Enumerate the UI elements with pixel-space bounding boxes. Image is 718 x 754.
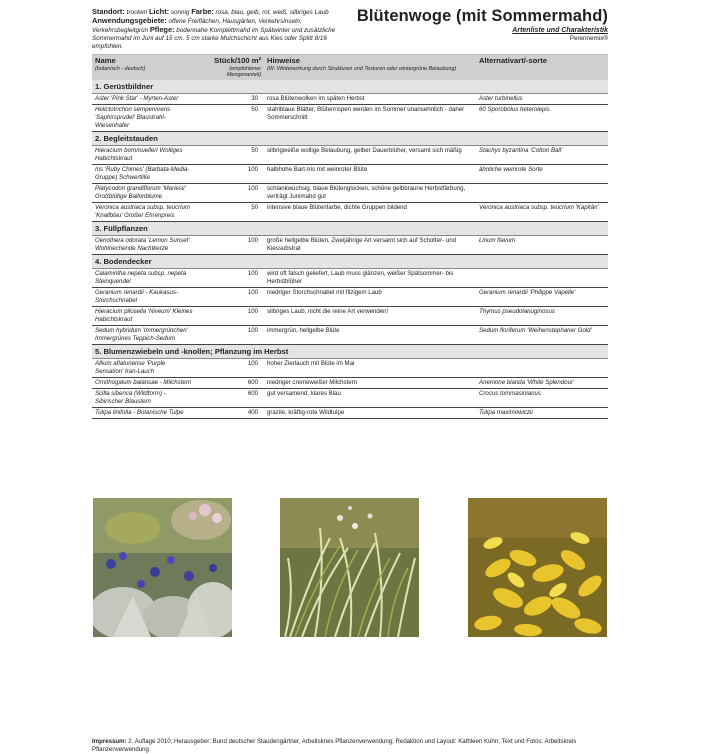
section-header-row bbox=[92, 344, 608, 359]
section-title: 4. Bodendecker bbox=[92, 254, 608, 269]
plant-name: Helictotrichon sempervirens 'Saphirsprudel' Blaustrahl-Wiesenhafer bbox=[92, 105, 197, 132]
header-name: Name (botanisch - deutsch) bbox=[92, 55, 197, 80]
alternative: Anemone blanda 'White Splendour' bbox=[476, 377, 608, 388]
plant-name: Tulipa linifolia - Botanische Tulpe bbox=[92, 407, 197, 418]
page-subtitle: Artenliste und Charakteristik bbox=[512, 27, 608, 34]
notes: grazile, kräftig-rote Wildtulpe bbox=[264, 407, 476, 418]
table-row bbox=[92, 288, 608, 307]
quantity: 100 bbox=[197, 183, 264, 202]
quantity: 50 bbox=[197, 105, 264, 132]
alternative: ähnliche weinrote Sorte bbox=[476, 165, 608, 184]
quantity: 100 bbox=[197, 325, 264, 344]
table-row bbox=[92, 359, 608, 378]
anwendung-label: Anwendungsgebiete: bbox=[92, 15, 167, 25]
table-row bbox=[92, 325, 608, 344]
plant-name: Veronica austriaca subsp. teucrium 'Knallblau' Großer Ehrenpreis bbox=[92, 202, 197, 221]
section-header-row bbox=[92, 131, 608, 146]
farbe-label: Farbe: bbox=[191, 7, 214, 16]
photo-stachys-veronica bbox=[93, 498, 232, 637]
notes: hoher Zierlauch mit Blüte im Mai bbox=[264, 359, 476, 378]
notes: gut versamend, klares Blau bbox=[264, 388, 476, 407]
alternative: Linum flavum bbox=[476, 236, 608, 255]
notes: immergrün, hellgelbe Blüte bbox=[264, 325, 476, 344]
farbe-value: rosa, blau, gelb, rot, weiß, silbriges Laub bbox=[215, 9, 329, 16]
header-alt: Alternativart/-sorte bbox=[476, 55, 608, 80]
table-row bbox=[92, 407, 608, 418]
standort-value: trocken bbox=[126, 9, 148, 16]
table-row bbox=[92, 105, 608, 132]
photo-hypericum-yellow bbox=[468, 498, 607, 637]
notes: stahlblaue Blätter, Blütenrispen werden im Sommer unansehnlich - daher Sommerschnitt bbox=[264, 105, 476, 132]
table-row bbox=[92, 183, 608, 202]
alternative: Crocus tommasinianus bbox=[476, 388, 608, 407]
plant-name: Iris 'Ruby Chimes' (Barbata-Media-Gruppe) Schwertlilie bbox=[92, 165, 197, 184]
table-row bbox=[92, 165, 608, 184]
notes: niedriger Storchschnabel mit filzigem Laub bbox=[264, 288, 476, 307]
brand-mark: Perennemix® bbox=[569, 35, 608, 42]
quantity: 600 bbox=[197, 388, 264, 407]
plant-name: Ornithogalum balansae - Milchstern bbox=[92, 377, 197, 388]
photo-strip bbox=[93, 498, 607, 638]
quantity: 600 bbox=[197, 377, 264, 388]
table-row bbox=[92, 377, 608, 388]
alternative: Geranium renardii 'Philippe Vapelle' bbox=[476, 288, 608, 307]
alternative bbox=[476, 359, 608, 378]
quantity: 100 bbox=[197, 307, 264, 326]
header-qty: Stück/100 m² (empfohlener Mengenanteil) bbox=[197, 55, 264, 80]
quantity: 50 bbox=[197, 146, 264, 165]
alternative: Stachys byzantina 'Cotton Ball' bbox=[476, 146, 608, 165]
table-row bbox=[92, 94, 608, 105]
title-block bbox=[357, 8, 608, 43]
alternative: Thymus pseudolanuginosus bbox=[476, 307, 608, 326]
imprint bbox=[92, 738, 612, 754]
quantity: 100 bbox=[197, 359, 264, 378]
document-header bbox=[92, 8, 608, 54]
table-header-row bbox=[92, 55, 608, 80]
alternative: Veronica austriaca subsp. teucrium 'Kapitän' bbox=[476, 202, 608, 221]
table-row bbox=[92, 202, 608, 221]
notes: silbriges Laub, nicht die reine Art verwenden! bbox=[264, 307, 476, 326]
table-row bbox=[92, 388, 608, 407]
quantity: 100 bbox=[197, 288, 264, 307]
plant-name: Calamintha nepeta subsp. nepeta Steinquendel bbox=[92, 269, 197, 288]
notes: niedriger cremeweißer Milchstern bbox=[264, 377, 476, 388]
notes: intensive blaue Blütenfarbe, dichte Gruppen bildend bbox=[264, 202, 476, 221]
page-title: Blütenwoge (mit Sommermahd) bbox=[356, 7, 608, 25]
plant-name: Hieracium pilosella 'Niveum' Kleines Habichtskraut bbox=[92, 307, 197, 326]
licht-value: sonnig bbox=[170, 9, 190, 16]
section-header-row bbox=[92, 254, 608, 269]
quantity: 100 bbox=[197, 165, 264, 184]
plant-name: Scilla siberica (Wildform) - Sibirischer Blaustern bbox=[92, 388, 197, 407]
section-title: 1. Gerüstbildner bbox=[92, 80, 608, 94]
imprint-text: 2. Auflage 2010; Herausgeber: Bund deutscher Staudengärtner, Arbeitskreis Pflanzenverwendung; Redaktion und Layout: Kathleen Kühn; Text und Fotos: Arbeitskreis Pflanzenverwendung bbox=[92, 738, 577, 753]
section-header-row bbox=[92, 221, 608, 236]
quantity: 100 bbox=[197, 269, 264, 288]
quantity: 400 bbox=[197, 407, 264, 418]
alternative: Tulipa maximowiczii bbox=[476, 407, 608, 418]
plant-name: Oenothera odorata 'Lemon Sunset' Wohlriechende Nachtkerze bbox=[92, 236, 197, 255]
plant-name: Aster 'Pink Star' - Myrten-Aster bbox=[92, 94, 197, 105]
plant-name: Platycodon grandiflorum 'Mariesii' Großblütige Ballonblume bbox=[92, 183, 197, 202]
notes: große hellgelbe Blüten, Zweijährige Art versamt sich auf Schotter- und Kiessubstrat bbox=[264, 236, 476, 255]
alternative: Aster turbinellus bbox=[476, 94, 608, 105]
plant-name: Geranium renardii - Kaukasus-Storchschnabel bbox=[92, 288, 197, 307]
quantity: 100 bbox=[197, 236, 264, 255]
notes: rosa Blütenwolken im späten Herbst bbox=[264, 94, 476, 105]
plant-name: Hieracium bornmuelleri Wolliges Habichtskraut bbox=[92, 146, 197, 165]
notes: schlankwüchsig, blaue Blütenglocken, schöne gelbbraune Herbstfärbung, verträgt Junimahd gut bbox=[264, 183, 476, 202]
quantity: 50 bbox=[197, 202, 264, 221]
pflege-label: Pflege: bbox=[149, 24, 175, 34]
site-conditions bbox=[92, 8, 357, 51]
table-row bbox=[92, 269, 608, 288]
notes: silbrigweiße wollige Belaubung, gelber Dauerblüher, versamt sich mäßig bbox=[264, 146, 476, 165]
plant-name: Allium aflatunense 'Purple Sensation' Iran-Lauch bbox=[92, 359, 197, 378]
table-row bbox=[92, 236, 608, 255]
pflege-value: bodennahe Komplettmahd im Spätwinter und zusätzliche Sommermahd im Juni auf 15 cm. 5 cm starke Mulchschicht aus Kies oder Splitt 8/16 empfohlen. bbox=[92, 26, 336, 50]
section-header-row bbox=[92, 80, 608, 94]
standort-label: Standort: bbox=[92, 7, 125, 16]
section-title: 3. Füllpflanzen bbox=[92, 221, 608, 236]
anwendung-value: offene Freiflächen, Hausgärten, Verkehrsinseln, Verkehrsbegleitgrün bbox=[92, 17, 302, 34]
photo-grass bbox=[280, 498, 419, 637]
table-row bbox=[92, 146, 608, 165]
header-notes: Hinweise (W: Winterwirkung durch Strukturen und Texturen oder wintergrüne Belaubung) bbox=[264, 55, 476, 80]
plant-name: Sedum hybridum 'Immergrünchen' Immergrünes Teppich-Sedum bbox=[92, 325, 197, 344]
section-title: 5. Blumenzwiebeln und -knollen; Pflanzung im Herbst bbox=[92, 344, 608, 359]
alternative: 60 Sporobolus heterolepis bbox=[476, 105, 608, 132]
document-page bbox=[92, 8, 608, 419]
table-row bbox=[92, 307, 608, 326]
section-title: 2. Begleitstauden bbox=[92, 131, 608, 146]
species-table bbox=[92, 54, 608, 419]
alternative bbox=[476, 183, 608, 202]
alternative bbox=[476, 269, 608, 288]
alternative: Sedum floriferum 'Weihenstephaner Gold' bbox=[476, 325, 608, 344]
notes: halbhohe Bart-Iris mit weinroter Blüte bbox=[264, 165, 476, 184]
licht-label: Licht: bbox=[149, 7, 170, 16]
quantity: 30 bbox=[197, 94, 264, 105]
notes: wird oft falsch geliefert, Laub muss glänzen, weißer Spätsommer- bis Herbstblüher bbox=[264, 269, 476, 288]
imprint-label: Impressum: bbox=[92, 738, 127, 745]
